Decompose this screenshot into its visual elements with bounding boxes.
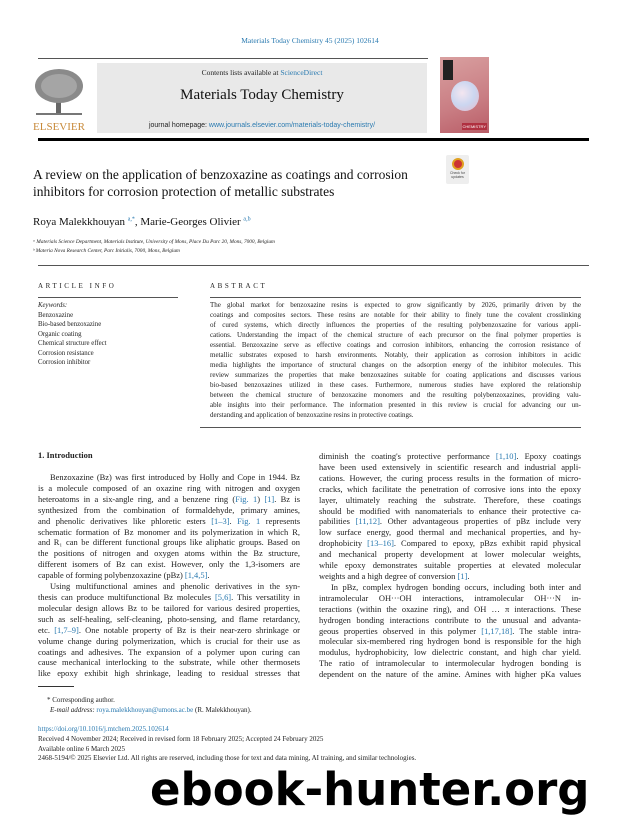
corresponding-author-note: * Corresponding author. [47,696,115,704]
email-footnote: E-mail address: roya.malekkhouyan@umons.ac.be (R. Malekkhouyan). [50,706,252,714]
text-line: low surface energy, good thermal and mechanical properties, and hy- [319,527,581,538]
text-line: have been used extensively in scientific research and industrial appli- [319,461,581,472]
divider [38,265,589,266]
check-updates-icon [452,158,464,170]
citation-link[interactable]: Fig. 1 [235,493,258,504]
citation-link[interactable]: [1–3] [211,515,230,526]
text-line: Benzoxazine (Bz) was first introduced by Holly and Cope in 1944. Bz [50,472,300,482]
text-line: modulus, hydrophobicity, low dielectric constant, and high char yield. [319,647,581,658]
journal-name: Materials Today Chemistry [180,87,344,103]
cover-label: CHEMISTRY [462,124,486,129]
citation-link[interactable]: [1,17,18] [481,625,513,636]
available-online: Available online 6 March 2025 [38,744,125,753]
journal-header-box [97,63,427,133]
watermark: ebook-hunter.org [150,763,590,816]
citation-link[interactable]: [1,4,5] [184,570,208,581]
journal-reference[interactable]: Materials Today Chemistry 45 (2025) 102614 [241,36,379,45]
text-line: The global market for benzoxazine resins is expected to grow significantly by 2026, primarily driven by the [210,301,581,309]
divider [210,297,581,298]
footnote-rule [38,686,74,687]
text-line: while epoxy demonstrates suitable properties at elevated molecular [319,560,581,571]
text-line: hydrogen bonding interactions contribute to the unusual and advanta- [319,614,581,625]
text-line: weights and a high degree of conversion [1]. [319,570,470,581]
text-line: bio-based benzoxazines utilized in these cases. Furthermore, numerous studies have explored the relationship [210,381,581,389]
author-name[interactable]: Roya Malekkhouyan [33,216,125,228]
affiliation-b: ᵇ Materia Nova Research Center, Parc Initialis, 7000, Mons, Belgium [33,248,180,254]
text-line: heteroatoms in a six-angle ring, and a benzene ring (Fig. 1) [1]. Bz is [38,493,300,504]
article-title: A review on the application of benzoxazine as coatings and corrosion inhibitors for corrosion protection of metallic substrates [33,167,408,199]
text-line: derstanding and application of benzoxazine resins in protective coatings. [210,411,414,419]
author-list: Roya Malekkhouyan $^{a,*}$, Marie-Georges Olivier $^{a,b}$ [33,216,251,228]
divider [200,427,581,428]
text-line: dependent on the nature of the amine. Amines with higher pKa values [319,669,581,680]
text-line: like epoxy exhibit high shrinkage, leading to residual stresses that [38,668,300,679]
citation-link[interactable]: [1] [457,570,468,581]
text-line: of cured systems, which directly influences the properties of the resulting polybenzoxazine for various appli- [210,321,581,329]
elsevier-wordmark: ELSEVIER [33,121,85,133]
received-dates: Received 4 November 2024; Received in revised form 18 February 2025; Accepted 24 February 2025 [38,735,324,743]
text-line: intramolecular OH···OH interactions, intramolecular OH···N in- [319,592,581,603]
author-name[interactable]: Marie-Georges Olivier [140,216,241,228]
keyword-item: Corrosion resistance [38,349,94,357]
text-line: between the chemical structure of benzoxazine monomers and the resulting polybenzoxazines, providing valu- [210,391,581,399]
keyword-item: Benzoxazine [38,311,74,319]
keyword-item: Corrosion inhibitor [38,359,91,366]
citation-link[interactable]: [13–16] [367,538,394,549]
email-link[interactable]: roya.malekkhouyan@umons.ac.be [96,706,194,714]
text-line: schematic formation of Bz monomer and its polymerization in which R, [38,526,300,537]
affiliation-a: ᵃ Materials Science Department, Materials Institute, University of Mons, Place Du Parc 20, Mons, 7000, Belgium [33,239,275,245]
keyword-items [38,311,107,368]
copyright-line: 2468-5194/© 2025 Elsevier Ltd. All rights are reserved, including those for text and data mining, AI training, and similar technologies. [38,754,417,762]
text-line: In pBz, complex hydrogen bonding occurs, including both inter and [331,581,581,592]
text-line: diminish the coating's protective performance [1,10]. Epoxy coatings [319,451,581,461]
text-line: capable of forming polybenzoxazine (pBz) [1,4,5]. [38,570,210,581]
text-line: The ratio of intramolecular to intermolecular hydrogen bonding is [319,658,581,669]
text-line: Using multifunctional amines and phenolic derivatives in the syn- [50,581,300,592]
text-line: different isomers of Bz can exist. However, only the 1,3-isomers are [38,559,300,570]
text-line: etc. [1,7–9]. One notable property of Bz is their near-zero shrinkage or [38,624,300,635]
header-thick-rule [38,138,589,141]
text-line: cracks, which facilitate the penetration of corrosive ions into the epoxy [319,483,581,494]
keywords-label: Keywords: [38,302,68,309]
doi-link[interactable]: https://doi.org/10.1016/j.mtchem.2025.102614 [38,725,169,733]
section-heading-introduction: 1. Introduction [38,450,93,460]
text-line: thesis can produce multifunctional Bz molecules [5,6]. This versatility in [38,591,300,602]
text-line: the positions of nitrogen and oxygen atoms within the Bz structure, [38,548,300,559]
text-line: molecular six-membered ring hydrogen bond is responsible for the high [319,636,581,647]
keyword-item: Bio-based benzoxazine [38,321,102,328]
text-line: such as self-healing, self-cleaning, photo-sensing, and flame retardancy, [38,613,300,624]
text-line: synthesized from the combination of formaldehyde, primary amines, [38,504,300,515]
text-line: and R₁ can be different functional groups like aliphatic groups. Based on [38,537,300,548]
homepage-link[interactable]: www.journals.elsevier.com/materials-today-chemistry/ [208,122,376,129]
text-line: cause mechanical interlocking to the substrate, while other thermosets [38,657,300,668]
citation-link[interactable]: [5,6] [214,591,232,602]
text-line: pabilities [11,12]. Other advantageous properties of pBz include very [319,516,581,527]
keywords-list [38,301,107,368]
keyword-item: Chemical structure effect [38,340,107,347]
text-line: and phenolic derivatives like phloretic esters [1–3]. Fig. 1 represents [38,515,300,526]
text-line: metallic substrates exposed to harsh environments. Notably, their application as corrosion inhibitors in acidic [210,351,581,359]
text-line: essential. Benzoxazine serve as effective coatings and corrosion inhibitors, enhancing the corrosion resistance of [210,341,581,349]
text-line: review summarizes the properties that make benzoxazines suitable for coating applications and discusses various [210,371,581,379]
text-line: volume change during polymerization, which is crucial for their use as [38,635,300,646]
citation-link[interactable]: [11,12] [355,516,380,527]
check-for-updates-badge[interactable]: Check for updates [446,155,469,184]
top-rule [38,58,428,59]
divider [38,297,178,298]
elsevier-logo [32,64,86,134]
text-line: cations. However, the curing process results in the formation of micro- [319,472,581,483]
citation-link[interactable]: [1] [264,493,275,504]
sciencedirect-link[interactable]: ScienceDirect [280,68,323,77]
text-line: is a molecule composed of an oxazine ring with nitrogen and oxygen [38,482,300,493]
text-line: able insights into their performance. The information presented in this review is crucial for advancing our un- [210,401,581,409]
text-line: media highlights the importance of structural changes on the adsorption energy of the inhibitor molecules. This [210,361,581,369]
text-line: should be modified with nanomaterials to enhance their protective ca- [319,505,581,516]
text-line: coatings and adhesives. The expansion of a polymer upon curing can [38,646,300,657]
text-line: molecular design allows Bz to be tailored for various desired properties, [38,602,300,613]
text-line: geous properties observed in this polymer [1,17,18]. The stable intra- [319,625,581,636]
body-left-column [38,472,300,679]
text-line: layer, ultimately reaching the substrate. Therefore, these coatings [319,494,581,505]
article-info-heading: ARTICLE INFO [38,282,117,290]
text-line: drophobicity [13–16]. Compared to epoxy, pBzs exhibit rapid physical [319,538,581,549]
contents-list-line: Contents lists available at ScienceDirect [201,68,323,77]
text-line: teractions (within the oxazine ring), and OH … π interactions. These [319,603,581,614]
journal-homepage: journal homepage: www.journals.elsevier.com/materials-today-chemistry/ [148,122,376,129]
text-line: and mechanical property development at lower molecular weights, [319,549,581,560]
citation-link[interactable]: [1,10] [495,451,517,461]
text-line: cations. Understanding the impact of the chemical structure of each precursor on the final polymer properties is [210,331,581,339]
citation-link[interactable]: Fig. 1 [237,515,261,526]
abstract-heading: ABSTRACT [210,282,268,290]
citation-link[interactable]: [1,7–9] [54,624,79,635]
abstract-text [210,300,581,420]
journal-cover-image [440,57,489,133]
body-right-column [319,451,581,680]
text-line: coatings and composites sectors. These resins are notable for their ability to finely tune the covalent crosslinking [210,311,581,319]
keyword-item: Organic coating [38,330,82,338]
